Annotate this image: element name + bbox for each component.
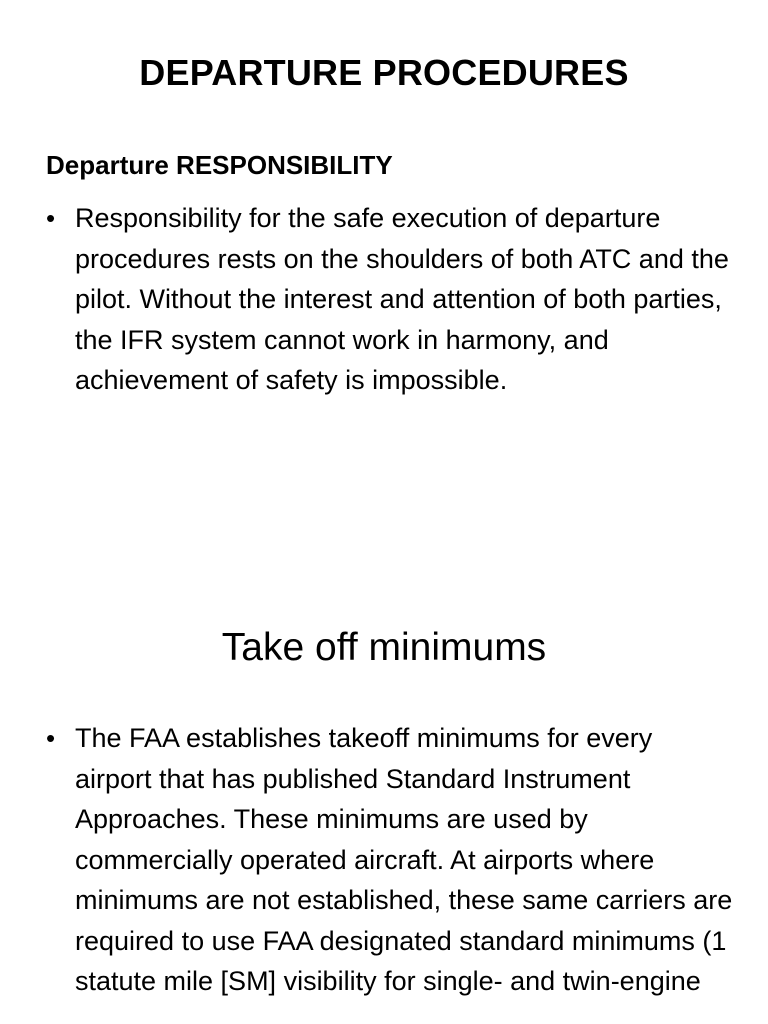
bullet-icon: • [46, 723, 56, 753]
bullet-text: The FAA establishes takeoff minimums for every airport that has published Standard Instrument Approaches. These minimums are used by commercially operated aircraft. At airports where minimums are not established, these same carriers are required to use FAA designated standard minimums (1 statute mile [SM] visibility for single- and twin-engine [75, 723, 733, 996]
slide-title: Take off minimums [221, 626, 547, 669]
bullet-item [46, 198, 736, 401]
section-subheading: Departure RESPONSIBILITY [46, 150, 393, 180]
bullet-text: Responsibility for the safe execution of departure procedures rests on the shoulders of both ATC and the pilot. Without the interest and attention of both parties, the IFR system cannot work in harmony, and achievement of safety is impossible. [75, 203, 729, 395]
bullet-item [46, 718, 736, 1002]
slide-title: DEPARTURE PROCEDURES [139, 52, 629, 93]
slide-take-off-minimums [0, 512, 768, 1024]
bullet-icon: • [46, 203, 56, 233]
